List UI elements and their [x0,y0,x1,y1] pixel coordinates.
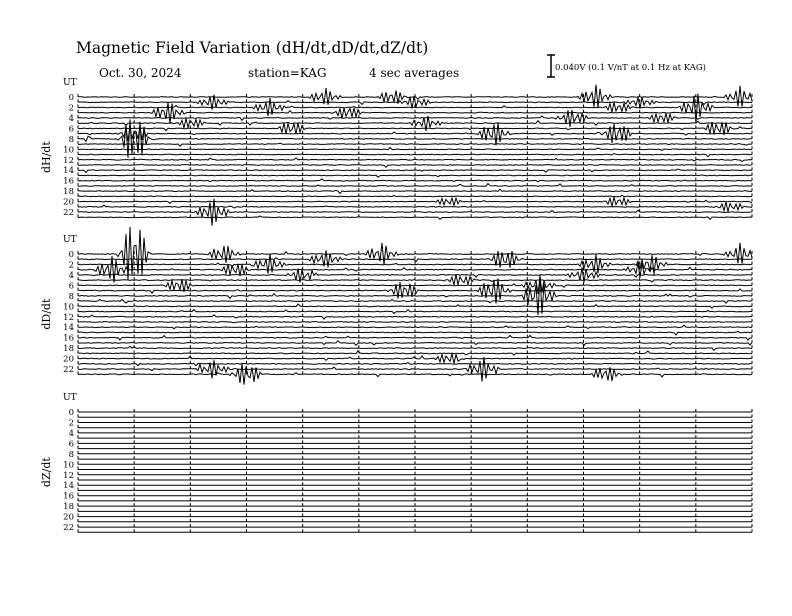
panel-name-label: dZ/dt [40,457,53,488]
hour-label: 14 [63,323,74,334]
ut-label: UT [63,235,77,245]
station-label: station=KAG [248,66,327,80]
hour-label: 22 [63,523,74,534]
hour-label: 8 [68,134,74,145]
hour-label: 10 [63,302,74,313]
hour-label: 8 [68,449,74,460]
panel-name-label: dH/dt [40,141,53,174]
hour-label: 22 [63,365,74,376]
hour-label: 20 [63,512,74,523]
hour-label: 18 [63,502,74,513]
ut-label: UT [63,78,77,88]
hour-label: 10 [63,460,74,471]
hour-label: 4 [68,428,74,439]
hour-label: 8 [68,291,74,302]
scale-bar [547,55,706,77]
trace-hour-22 [78,199,752,226]
hour-label: 2 [68,103,74,114]
hour-label: 20 [63,197,74,208]
hour-label: 0 [68,250,74,260]
hour-label: 0 [68,408,74,418]
hour-label: 2 [68,260,74,271]
hour-label: 18 [63,344,74,355]
hour-label: 18 [63,187,74,198]
panel-dhdt [40,78,752,226]
hour-label: 6 [68,439,74,450]
trace-hour-2 [78,94,752,124]
hour-label: 16 [63,333,74,344]
panel-dzdt [40,393,752,533]
panel-name-label: dD/dt [40,298,53,330]
hour-label: 12 [63,470,74,481]
hour-label: 6 [68,281,74,292]
hour-label: 4 [68,270,74,281]
hour-label: 10 [63,145,74,156]
hour-label: 0 [68,93,74,103]
hour-label: 14 [63,166,74,177]
hour-label: 16 [63,491,74,502]
hour-label: 6 [68,124,74,135]
averaging-label: 4 sec averages [369,66,460,80]
panels [40,78,752,533]
panel-dddt [40,227,752,385]
hour-label: 2 [68,418,74,429]
hour-label: 20 [63,354,74,365]
chart-title: Magnetic Field Variation (dH/dt,dD/dt,dZ/dt) [76,39,429,57]
trace-hour-22 [78,357,752,382]
hour-label: 14 [63,481,74,492]
hour-label: 12 [63,312,74,323]
hour-label: 22 [63,208,74,219]
date-label: Oct. 30, 2024 [99,66,182,80]
scale-bar-label: 0.040V (0.1 V/nT at 0.1 Hz at KAG) [555,63,706,73]
hour-label: 16 [63,176,74,187]
ut-label: UT [63,393,77,403]
hour-label: 12 [63,155,74,166]
hour-label: 4 [68,113,74,124]
